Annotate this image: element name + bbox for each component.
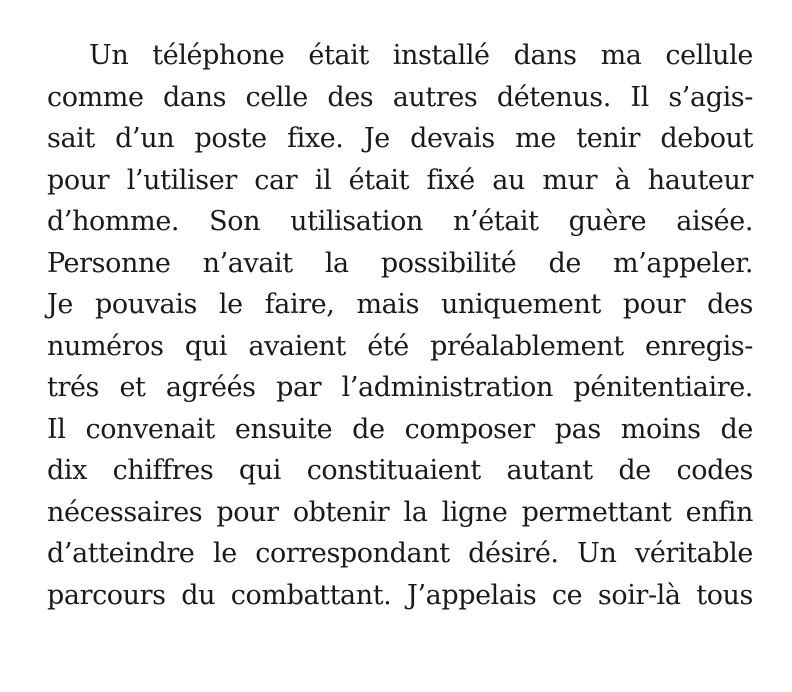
text-line: comme dans celle des autres détenus. Il s’agis- [47,81,753,113]
text-line: Un téléphone était installé dans ma cellule [89,40,753,71]
text-line: d’homme. Son utilisation n’était guère aisée. [47,206,753,237]
text-line: Je pouvais le faire, mais uniquement pour des [47,289,753,320]
text-line: parcours du combattant. J’appelais ce soir-là tous [47,579,753,611]
text-line: d’atteindre le correspondant désiré. Un véritable [47,538,753,569]
body-paragraph [47,35,753,616]
text-line: nécessaires pour obtenir la ligne permettant enfin [47,496,753,528]
text-line: Personne n’avait la possibilité de m’appeler. [47,247,753,279]
text-line: trés et agréés par l’administration pénitentiaire. [47,372,753,403]
text-line: dix chiffres qui constituaient autant de codes [47,455,753,486]
text-line: numéros qui avaient été préalablement enregis- [47,330,753,362]
text-line: sait d’un poste fixe. Je devais me tenir debout [47,123,753,154]
text-line: pour l’utiliser car il était fixé au mur à hauteur [47,164,753,196]
text-line: Il convenait ensuite de composer pas moins de [47,413,753,445]
